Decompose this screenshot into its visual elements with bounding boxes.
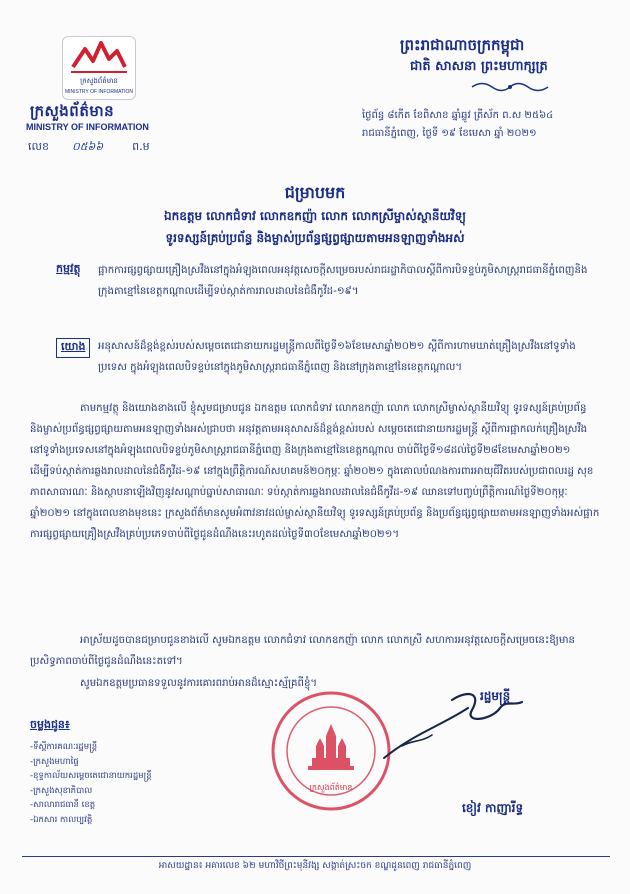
logo-text: ក្រសួងព័ត៌មាន [80,77,118,85]
ministry-logo [62,36,136,100]
reference-number [28,140,150,156]
minister-title: រដ្ឋមន្ត្រី [480,689,511,703]
reference-text: អនុសាសន៍ដ៏ខ្ពង់ខ្ពស់របស់សម្តេចតេជោនាយករដ្ឋមន្ត្រីកាលពីថ្ងៃទី១៦ខែមេសាឆ្នាំ២០២១ ស្តីពីការហាមឃាត់គ្រឿងស្រវឹងនៅទូទាំងប្រទេស ក្នុងអំឡុងពេលបិទខ្ទប់នៅក្នុងភូមិសាស្ត្ររាជធានីភ្នំពេញ និងនៅក្រុងតាខ្មៅនៃខេត្តកណ្តាល។ [98,341,576,373]
solar-date: រាជធានីភ្នំពេញ, ថ្ងៃទី ១៩ ខែមេសា ឆ្នាំ ២០២១ [362,128,537,139]
ref-number: ០៥៦៦ [71,140,104,153]
cc-item: -សាលារាជធានី ខេត្ត [30,800,96,811]
signer-name: ខៀវ កាញារីទ្ធ [462,801,524,815]
logo-emblem-icon [63,37,135,99]
body-paragraph-3: សូមឯកឧត្តមប្រធានទទួលនូវការគោរពរាប់អានដ៏ស្មោះស្ម័គ្រពីខ្ញុំ។ [80,678,318,689]
logo-subtext: MINISTRY OF INFORMATION [64,89,134,95]
subject-label: កម្មវត្ថុ [56,262,81,275]
subject-text: ផ្អាកការផ្សព្វផ្សាយគ្រឿងស្រវឹងនៅក្នុងអំឡុងពេលអនុវត្តសេចក្តីសម្រេចរបស់រាជរដ្ឋាភិបាលស្តីពីការបិទខ្ទប់ភូមិសាស្ត្ររាជធានីភ្នំពេញនិងក្រុងតាខ្មៅនៃខេត្តកណ្តាលដើម្បីទប់ស្កាត់ការរាលដាលនៃជំងឺកូវីដ-១៩។ [98,265,588,297]
kingdom-heading: ព្រះរាជាណាចក្រកម្ពុជា [400,36,525,54]
angkor-temple-icon [308,724,354,770]
body-paragraph-1: តាមកម្មវត្ថុ និងយោងខាងលើ ខ្ញុំសូមជម្រាបជូន ឯកឧត្តម លោកជំទាវ លោកឧកញ៉ា លោក លោកស្រីម្ចាស់ស្ថានីយវិទ្យុ ទូរទស្សន៍គ្រប់ប្រព័ន្ធ និងម្ចាស់ប្រព័ន្ធផ្សព្វផ្សាយតាមអនឡាញទាំងអស់ជ្រាបថា អនុវត្តតាមអនុសាសន៍ដ៏ខ្ពង់ខ្ពស់របស់ សម្តេចតេជោនាយករដ្ឋមន្ត្រី ស្តីពីការផ្អាកលក់គ្រឿងស្រវឹងនៅទូទាំងប្រទេសនៅក្នុងអំឡុងពេលបិទខ្ទប់ភូមិសាស្ត្ររាជធានីភ្នំពេញ និងក្រុងតាខ្មៅនៃខេត្តកណ្តាល ចាប់ពីថ្ងៃទី១៨ដល់ថ្ងៃទី២៨ខែមេសាឆ្នាំ២០២១ ដើម្បីទប់ស្កាត់ការឆ្លងរាលដាលនៃជំងឺកូវីដ-១៩ នៅក្នុងព្រឹត្តិការណ៍សហគមន៍២០កុម្ភៈ ឆ្នាំ២០២១ ក្នុងគោលបំណងការពារអាយុជីវិតរបស់ប្រជាពលរដ្ឋ សុខភាពសាធារណៈ និងស្ថាបនាឡើងវិញនូវសណ្តាប់ធ្នាប់សាធារណៈ ទប់ស្កាត់ការឆ្លងរាលដាលនៃជំងឺកូវីដ-១៩ ឈានទៅបញ្ចប់ព្រឹត្តិការណ៍ថ្ងៃទី២០កុម្ភៈ ឆ្នាំ២០២១ នៅក្នុងពេលខាងមុខនេះ ក្រសួងព័ត៌មានសូមអំពាវនាវដល់ម្ចាស់ស្ថានីយវិទ្យុ ទូរទស្សន៍គ្រប់ប្រព័ន្ធ និងប្រព័ន្ធផ្សព្វផ្សាយតាមអនឡាញទាំងអស់ផ្អាកការផ្សព្វផ្សាយគ្រឿងស្រវឹងគ្រប់ប្រភេទចាប់ពីថ្ងៃជូនដំណឹងនេះរហូតដល់ថ្ងៃទី៣០ខែមេសាឆ្នាំ២០២១។ [30,403,600,540]
cc-list [30,740,152,828]
kingdom-motto: ជាតិ សាសនា ព្រះមហាក្សត្រ [410,59,548,74]
lunar-date: ថ្ងៃព័ន្ធ ៨កើត ខែពិសាខ ឆ្នាំឆ្លូវ ត្រីស័ក ព.ស ២៥៦៤ [362,110,554,121]
cc-item: -ក្រសួងសុខាភិបាល [30,785,93,796]
cc-item: -ខុទ្ទកាល័យសម្តេចតេជោនាយករដ្ឋមន្ត្រី [30,771,152,782]
ministry-name-kh: ក្រសួងព័ត៌មាន [30,102,115,120]
reference-label: យោង [56,338,90,358]
handwritten-signature [372,680,532,770]
letter-title: ជម្រាបមក [284,183,346,202]
cc-item: -ក្រសួងមហាផ្ទៃ [30,756,79,767]
ref-suffix: ព.ម [132,140,150,153]
stamp-text: ក្រសួងព័ត៌មាន [309,783,353,792]
cc-item: -ឯកសារ កាលប្បវត្តិ [30,814,93,825]
body-paragraph-2: អាស្រ័យដូចបានជម្រាបជូនខាងលើ សូមឯកឧត្តម លោកជំទាវ លោកឧកញ៉ា លោក លោកស្រី សហការអនុវត្តសេចក្តីសម្រេចនេះឱ្យមានប្រសិទ្ធភាពចាប់ពីថ្ងៃជូនដំណឹងនេះតទៅ។ [30,635,575,667]
ornament-divider-icon [470,80,550,94]
footer-address: អាសយដ្ឋាន៖ អគារលេខ ៦២ មហាវិថីព្រះមុនីវង្ស សង្កាត់ស្រះចក ខណ្ឌដូនពេញ រាជធានីភ្នំពេញ [158,861,472,871]
ref-prefix: លេខ [28,140,49,153]
recipients-line-2: ទូរទស្សន៍គ្រប់ប្រព័ន្ធ និងម្ចាស់ប្រព័ន្ធផ្សព្វផ្សាយតាមអនឡាញទាំងអស់ [165,231,465,245]
cc-label: ចម្លងជូន៖ [30,718,70,731]
ministry-name-en: MINISTRY OF INFORMATION [26,122,149,132]
cc-item: -ទីស្តីការគណៈរដ្ឋមន្ត្រី [30,742,98,752]
footer-divider [22,856,610,857]
recipients-line-1: ឯកឧត្តម លោកជំទាវ លោកឧកញ៉ា លោក លោកស្រីម្ចាស់ស្ថានីយវិទ្យុ [164,209,466,223]
